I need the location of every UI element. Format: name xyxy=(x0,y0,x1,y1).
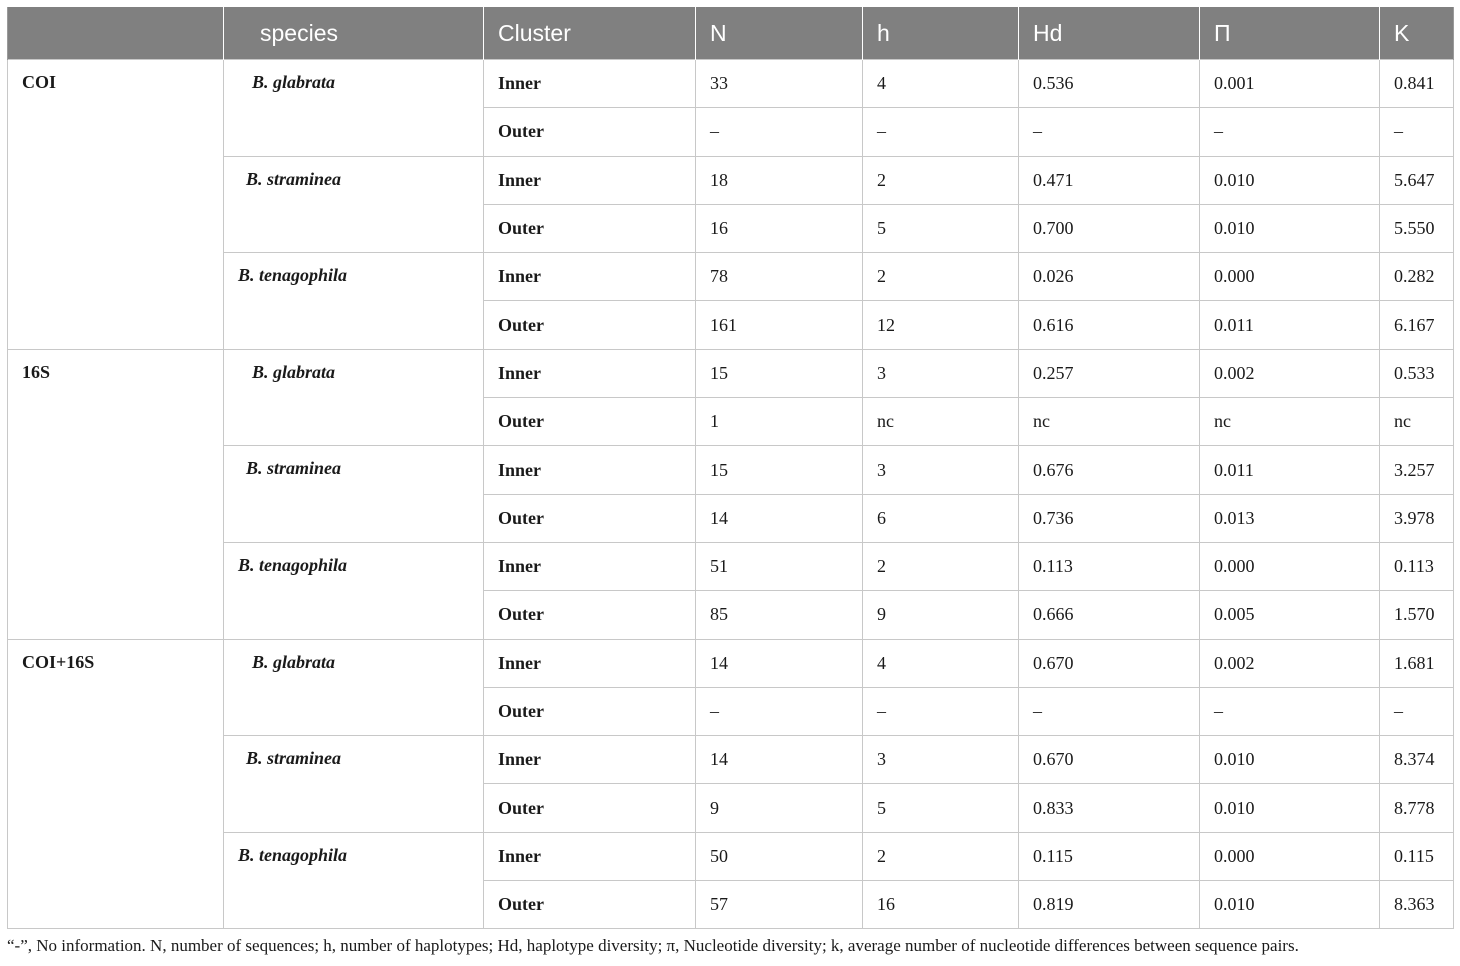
n-cell: 14 xyxy=(696,736,863,784)
hd-cell: 0.471 xyxy=(1019,156,1200,204)
gene-label: 16S xyxy=(8,349,224,639)
n-cell: 85 xyxy=(696,591,863,639)
k-cell: 1.681 xyxy=(1380,639,1454,687)
hd-cell: 0.819 xyxy=(1019,881,1200,929)
h-cell: 5 xyxy=(863,784,1019,832)
header-gene xyxy=(8,7,224,60)
header-k: K xyxy=(1380,7,1454,60)
k-cell: 0.282 xyxy=(1380,253,1454,301)
k-cell: 3.978 xyxy=(1380,494,1454,542)
header-h: h xyxy=(863,7,1019,60)
table-body xyxy=(8,60,1454,929)
cluster-cell: Inner xyxy=(484,349,696,397)
pi-cell: 0.011 xyxy=(1200,301,1380,349)
cluster-cell: Inner xyxy=(484,253,696,301)
n-cell: 161 xyxy=(696,301,863,349)
pi-cell: 0.000 xyxy=(1200,253,1380,301)
pi-cell: nc xyxy=(1200,398,1380,446)
table-row xyxy=(8,446,1454,494)
species-label: B. straminea xyxy=(224,156,484,253)
hd-cell: nc xyxy=(1019,398,1200,446)
pi-cell: 0.010 xyxy=(1200,784,1380,832)
gene-label: COI xyxy=(8,60,224,350)
k-cell: 5.550 xyxy=(1380,204,1454,252)
haplotype-diversity-table xyxy=(7,7,1454,929)
hd-cell: 0.616 xyxy=(1019,301,1200,349)
n-cell: 15 xyxy=(696,446,863,494)
n-cell: 14 xyxy=(696,494,863,542)
hd-cell: 0.115 xyxy=(1019,832,1200,880)
hd-cell: – xyxy=(1019,108,1200,156)
h-cell: 12 xyxy=(863,301,1019,349)
cluster-cell: Inner xyxy=(484,156,696,204)
k-cell: 6.167 xyxy=(1380,301,1454,349)
cluster-cell: Outer xyxy=(484,881,696,929)
cluster-cell: Outer xyxy=(484,687,696,735)
hd-cell: 0.113 xyxy=(1019,542,1200,590)
n-cell: 16 xyxy=(696,204,863,252)
n-cell: 18 xyxy=(696,156,863,204)
header-cluster: Cluster xyxy=(484,7,696,60)
n-cell: – xyxy=(696,687,863,735)
n-cell: 33 xyxy=(696,60,863,108)
species-label: B. glabrata xyxy=(224,639,484,736)
h-cell: 2 xyxy=(863,832,1019,880)
species-label: B. straminea xyxy=(224,736,484,833)
n-cell: 50 xyxy=(696,832,863,880)
n-cell: 1 xyxy=(696,398,863,446)
species-label: B. tenagophila xyxy=(224,253,484,350)
h-cell: 3 xyxy=(863,446,1019,494)
n-cell: 15 xyxy=(696,349,863,397)
k-cell: 3.257 xyxy=(1380,446,1454,494)
k-cell: 0.533 xyxy=(1380,349,1454,397)
table-row xyxy=(8,253,1454,301)
species-label: B. glabrata xyxy=(224,349,484,446)
cluster-cell: Outer xyxy=(484,108,696,156)
h-cell: – xyxy=(863,108,1019,156)
h-cell: nc xyxy=(863,398,1019,446)
hd-cell: 0.536 xyxy=(1019,60,1200,108)
species-label: B. tenagophila xyxy=(224,832,484,929)
h-cell: 5 xyxy=(863,204,1019,252)
hd-cell: 0.026 xyxy=(1019,253,1200,301)
hd-cell: 0.736 xyxy=(1019,494,1200,542)
k-cell: 8.363 xyxy=(1380,881,1454,929)
h-cell: 4 xyxy=(863,60,1019,108)
pi-cell: 0.013 xyxy=(1200,494,1380,542)
cluster-cell: Inner xyxy=(484,60,696,108)
species-label: B. glabrata xyxy=(224,60,484,157)
k-cell: 0.113 xyxy=(1380,542,1454,590)
pi-cell: – xyxy=(1200,108,1380,156)
pi-cell: 0.010 xyxy=(1200,204,1380,252)
n-cell: 78 xyxy=(696,253,863,301)
cluster-cell: Outer xyxy=(484,784,696,832)
h-cell: 3 xyxy=(863,736,1019,784)
hd-cell: 0.700 xyxy=(1019,204,1200,252)
cluster-cell: Inner xyxy=(484,542,696,590)
k-cell: – xyxy=(1380,687,1454,735)
hd-cell: 0.833 xyxy=(1019,784,1200,832)
h-cell: 2 xyxy=(863,253,1019,301)
header-n: N xyxy=(696,7,863,60)
pi-cell: 0.001 xyxy=(1200,60,1380,108)
species-label: B. tenagophila xyxy=(224,542,484,639)
hd-cell: 0.670 xyxy=(1019,736,1200,784)
table-row xyxy=(8,542,1454,590)
k-cell: 0.115 xyxy=(1380,832,1454,880)
cluster-cell: Inner xyxy=(484,446,696,494)
k-cell: nc xyxy=(1380,398,1454,446)
header-row xyxy=(8,7,1454,60)
table-footnote: “-”, No information. N, number of sequences; h, number of haplotypes; Hd, haplotype diversity; π, Nucleotide diversity; k, average number of nucleotide differences between sequence pairs. xyxy=(7,936,1299,955)
k-cell: 8.778 xyxy=(1380,784,1454,832)
table-header xyxy=(8,7,1454,60)
header-pi: Π xyxy=(1200,7,1380,60)
h-cell: – xyxy=(863,687,1019,735)
h-cell: 6 xyxy=(863,494,1019,542)
table-row xyxy=(8,349,1454,397)
gene-label: COI+16S xyxy=(8,639,224,929)
pi-cell: 0.000 xyxy=(1200,542,1380,590)
k-cell: 1.570 xyxy=(1380,591,1454,639)
hd-cell: 0.670 xyxy=(1019,639,1200,687)
table-row xyxy=(8,639,1454,687)
n-cell: 14 xyxy=(696,639,863,687)
table-row xyxy=(8,156,1454,204)
n-cell: 51 xyxy=(696,542,863,590)
cluster-cell: Inner xyxy=(484,736,696,784)
pi-cell: 0.005 xyxy=(1200,591,1380,639)
pi-cell: 0.010 xyxy=(1200,736,1380,784)
h-cell: 4 xyxy=(863,639,1019,687)
cluster-cell: Outer xyxy=(484,301,696,349)
k-cell: 5.647 xyxy=(1380,156,1454,204)
header-species: species xyxy=(224,7,484,60)
k-cell: – xyxy=(1380,108,1454,156)
hd-cell: – xyxy=(1019,687,1200,735)
table-row xyxy=(8,60,1454,108)
cluster-cell: Inner xyxy=(484,639,696,687)
h-cell: 16 xyxy=(863,881,1019,929)
pi-cell: 0.000 xyxy=(1200,832,1380,880)
h-cell: 9 xyxy=(863,591,1019,639)
k-cell: 8.374 xyxy=(1380,736,1454,784)
header-hd: Hd xyxy=(1019,7,1200,60)
pi-cell: – xyxy=(1200,687,1380,735)
h-cell: 2 xyxy=(863,542,1019,590)
pi-cell: 0.002 xyxy=(1200,349,1380,397)
cluster-cell: Outer xyxy=(484,591,696,639)
cluster-cell: Inner xyxy=(484,832,696,880)
h-cell: 3 xyxy=(863,349,1019,397)
cluster-cell: Outer xyxy=(484,494,696,542)
table-row xyxy=(8,736,1454,784)
h-cell: 2 xyxy=(863,156,1019,204)
hd-cell: 0.676 xyxy=(1019,446,1200,494)
n-cell: – xyxy=(696,108,863,156)
cluster-cell: Outer xyxy=(484,398,696,446)
species-label: B. straminea xyxy=(224,446,484,543)
pi-cell: 0.011 xyxy=(1200,446,1380,494)
n-cell: 9 xyxy=(696,784,863,832)
hd-cell: 0.666 xyxy=(1019,591,1200,639)
k-cell: 0.841 xyxy=(1380,60,1454,108)
cluster-cell: Outer xyxy=(484,204,696,252)
pi-cell: 0.002 xyxy=(1200,639,1380,687)
pi-cell: 0.010 xyxy=(1200,881,1380,929)
hd-cell: 0.257 xyxy=(1019,349,1200,397)
n-cell: 57 xyxy=(696,881,863,929)
pi-cell: 0.010 xyxy=(1200,156,1380,204)
table-row xyxy=(8,832,1454,880)
